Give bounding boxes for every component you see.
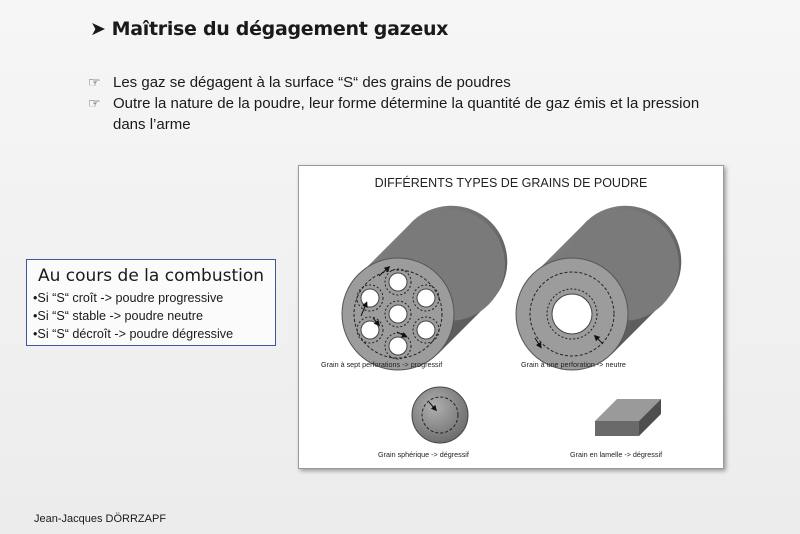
figure-title: DIFFÉRENTS TYPES DE GRAINS DE POUDRE [374, 176, 648, 190]
combustion-item: • Si “S“ croît -> poudre progressive [33, 289, 275, 307]
seven-perforation-grain [342, 206, 507, 370]
caption-spherical: Grain sphérique -> dégressif [378, 450, 469, 459]
arrow-bullet-icon: ➤ [90, 18, 106, 40]
powder-grains-figure [298, 165, 724, 469]
caption-one-perforation: Grain à une perforation -> neutre [521, 360, 626, 369]
combustion-heading: Au cours de la combustion [37, 266, 265, 286]
bullet-item [88, 72, 728, 93]
pointing-hand-icon: ☞ [88, 74, 101, 90]
pointing-hand-icon: ☞ [88, 95, 101, 111]
combustion-item: • Si “S“ stable -> poudre neutre [33, 307, 275, 325]
bullet-text: Outre la nature de la poudre, leur forme détermine la quantité de gaz émis et la pression dans l’arme [113, 95, 700, 133]
one-perforation-grain [516, 206, 681, 370]
grains-illustration [299, 166, 723, 468]
combustion-item: • Si “S“ décroît -> poudre dégressive [33, 325, 275, 343]
bullet-list [88, 72, 728, 135]
caption-seven-perforations: Grain à sept perforations -> progressif [321, 360, 443, 369]
combustion-list [33, 289, 275, 343]
spherical-grain [412, 387, 468, 443]
bullet-text: Les gaz se dégagent à la surface “S“ des grains de poudres [113, 74, 511, 91]
author-footer: Jean-Jacques DÖRRZAPF [34, 513, 167, 525]
combustion-box [26, 259, 276, 346]
caption-lamella: Grain en lamelle -> dégressif [570, 450, 663, 459]
bullet-item [88, 93, 728, 135]
slide-title-text: Maîtrise du dégagement gazeux [111, 18, 449, 40]
lamella-grain [595, 399, 661, 436]
slide-title [90, 18, 448, 40]
